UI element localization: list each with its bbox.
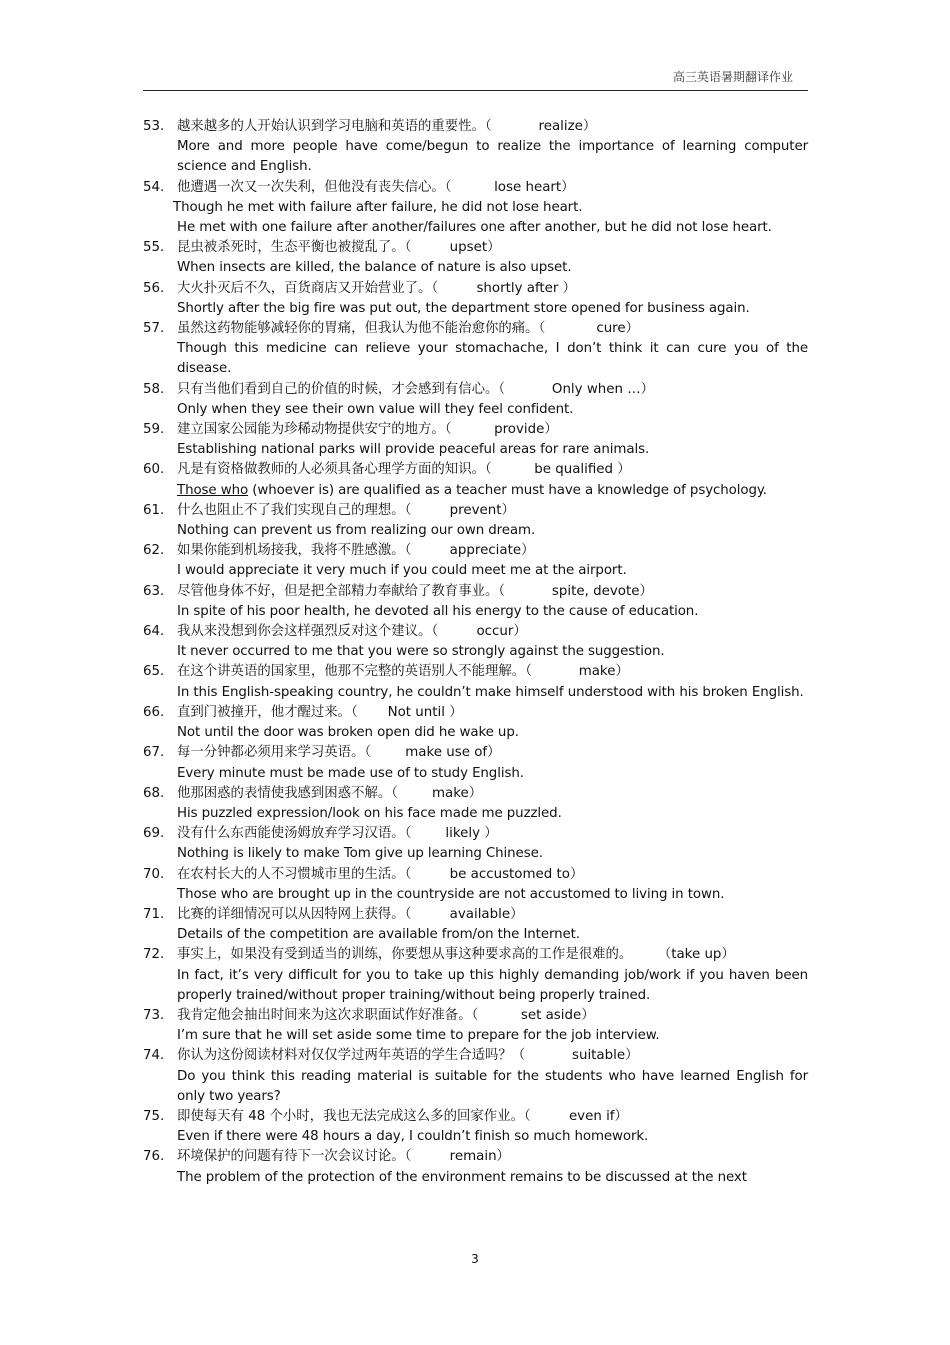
chinese-sentence-line [143,279,808,299]
english-translation: In this English-speaking country, he couldn’t make himself understood with his broken English. [177,684,804,700]
exercise-item [143,117,808,178]
chinese-sentence-line [143,1107,808,1127]
keyword-hint: set aside） [520,1007,595,1023]
chinese-sentence-line [143,1006,808,1026]
exercise-item [143,380,808,420]
chinese-sentence: 什么也阻止不了我们实现自己的理想。（ [177,502,416,518]
keyword-hint: make） [432,785,483,801]
keyword-hint: cure） [596,321,640,337]
item-number: 72. [143,947,165,963]
item-number: 69. [143,826,165,842]
hint-gap [536,662,579,682]
item-number: 57. [143,321,165,337]
english-translation: More and more people have come/begun to realize the importance of learning computer science and English. [177,139,808,175]
chinese-sentence-line [143,824,808,844]
item-number: 62. [143,543,165,559]
english-translation: His puzzled expression/look on his face made me puzzled. [177,805,562,821]
item-number: 54. [143,179,165,195]
chinese-sentence-line [143,784,808,804]
item-number: 58. [143,381,165,397]
hint-gap [632,945,658,965]
keyword-hint: shortly after ） [476,280,577,296]
keyword-hint: prevent） [449,502,515,518]
hint-gap [496,460,534,480]
item-number: 68. [143,785,165,801]
item-number: 55. [143,240,165,256]
chinese-sentence-line [143,460,808,480]
chinese-sentence: 昆虫被杀死时，生态平衡也被搅乱了。（ [177,240,416,256]
hint-gap [416,865,450,885]
english-translation: Only when they see their own value will they feel confident. [177,401,574,417]
chinese-sentence-line [143,420,808,440]
english-translation: Shortly after the big fire was put out, the department store opened for business again. [177,300,750,316]
item-number: 70. [143,866,165,882]
exercise-item [143,460,808,500]
exercise-item [143,178,808,239]
hint-gap [442,622,476,642]
exercise-item [143,420,808,460]
item-number: 67. [143,745,165,761]
keyword-hint: even if） [568,1108,628,1124]
exercise-list [143,117,808,1188]
keyword-hint: spite, devote） [551,583,653,599]
chinese-sentence-line [143,743,808,763]
hint-gap [535,1107,569,1127]
item-number: 60. [143,462,165,478]
chinese-sentence-line [143,178,808,198]
chinese-sentence: 比赛的详细情况可以从因特网上获得。（ [177,906,416,922]
item-number: 56. [143,280,165,296]
exercise-item [143,824,808,864]
chinese-sentence-line [143,1046,808,1066]
english-translation: I’m sure that he will set aside some time to prepare for the job interview. [177,1028,660,1044]
english-translation: Nothing is likely to make Tom give up learning Chinese. [177,846,543,862]
chinese-sentence: 越来越多的人开始认识到学习电脑和英语的重要性。（ [177,119,496,134]
keyword-hint: occur） [476,624,527,640]
english-translation [143,481,808,501]
keyword-hint: likely ） [445,826,498,842]
header-title: 高三英语暑期翻译作业 [672,70,793,84]
english-translation: Details of the competition are available from/on the Internet. [177,927,580,943]
exercise-item [143,501,808,541]
keyword-hint: be qualified ） [534,462,631,478]
english-translation: Every minute must be made use of to study English. [177,765,524,781]
english-translation: Not until the door was broken open did he wake up. [177,725,519,741]
keyword-hint: （take up） [657,947,735,963]
chinese-sentence-line [143,945,808,965]
page-header [143,66,808,91]
underlined-phrase: Those who [177,482,249,498]
item-number: 53. [143,119,165,134]
chinese-sentence: 虽然这药物能够减轻你的胃痛，但我认为他不能治愈你的痛。（ [177,321,550,337]
exercise-item [143,784,808,824]
keyword-hint: realize） [538,119,597,134]
exercise-item [143,743,808,783]
chinese-sentence-line [143,582,808,602]
english-translation: Those who are brought up in the countryside are not accustomed to living in town. [177,886,725,902]
exercise-item [143,319,808,380]
exercise-item [143,1147,808,1187]
keyword-hint: suitable） [572,1048,639,1064]
hint-gap [442,279,476,299]
english-translation: Do you think this reading material is suitable for the students who have learned English for only two years? [177,1068,808,1104]
exercise-item [143,1046,808,1107]
chinese-sentence: 你认为这份阅读材料对仅仅学过两年英语的学生合适吗？（ [177,1048,530,1064]
item-number: 71. [143,906,165,922]
chinese-sentence: 尽管他身体不好，但是把全部精力奉献给了教育事业。（ [177,583,510,599]
chinese-sentence: 我肯定他会抽出时间来为这次求职面试作好准备。（ [177,1007,483,1023]
chinese-sentence: 即使每天有 48 个小时，我也无法完成这么多的回家作业。（ [177,1108,535,1124]
hint-gap [456,178,494,198]
chinese-sentence-line [143,380,808,400]
item-number: 64. [143,624,165,640]
english-translation: Establishing national parks will provide peaceful areas for rare animals. [177,442,650,458]
keyword-hint: provide） [494,422,558,438]
chinese-sentence: 如果你能到机场接我，我将不胜感激。（ [177,543,416,559]
chinese-sentence-line [143,662,808,682]
item-number: 75. [143,1108,165,1124]
english-translation: In spite of his poor health, he devoted all his energy to the cause of education. [177,603,699,619]
exercise-item [143,238,808,278]
keyword-hint: Only when …） [551,381,655,397]
english-translation: When insects are killed, the balance of nature is also upset. [177,260,572,276]
chinese-sentence-line [143,905,808,925]
hint-gap [456,420,494,440]
chinese-sentence-line [143,117,808,137]
exercise-item [143,582,808,622]
keyword-hint: make use of） [405,745,501,761]
chinese-sentence: 每一分钟都必须用来学习英语。（ [177,745,376,761]
exercise-item [143,662,808,702]
keyword-hint: Not until ） [387,704,463,720]
hint-gap [509,380,552,400]
chinese-sentence-line [143,501,808,521]
translation-text: (whoever is) are qualified as a teacher must have a knowledge of psychology. [248,482,767,498]
chinese-sentence: 我从来没想到你会这样强烈反对这个建议。（ [177,624,443,640]
keyword-hint: upset） [449,240,501,256]
chinese-sentence: 事实上，如果没有受到适当的训练，你要想从事这种要求高的工作是很难的。 [177,947,633,963]
item-number: 59. [143,422,165,438]
english-translation: Even if there were 48 hours a day, I couldn’t finish so much homework. [177,1129,649,1145]
exercise-item [143,1107,808,1147]
item-number: 73. [143,1007,165,1023]
exercise-item [143,703,808,743]
chinese-sentence: 直到门被撞开，他才醒过来。（ [177,704,363,720]
chinese-sentence: 环境保护的问题有待下一次会议讨论。（ [177,1149,416,1165]
chinese-sentence-line [143,319,808,339]
chinese-sentence-line [143,541,808,561]
keyword-hint: make） [578,664,629,680]
item-number: 65. [143,664,165,680]
hint-gap [416,238,450,258]
english-translation: Nothing can prevent us from realizing our own dream. [177,523,536,539]
keyword-hint: available） [449,906,524,922]
exercise-item [143,279,808,319]
keyword-hint: remain） [449,1149,510,1165]
english-translation-alt: Though he met with failure after failure, he did not lose heart. [173,199,583,215]
chinese-sentence-line [143,703,808,723]
chinese-sentence: 他那困惑的表情使我感到困惑不解。（ [177,785,403,801]
item-number: 76. [143,1149,165,1165]
chinese-sentence-line [143,865,808,885]
exercise-item [143,1006,808,1046]
exercise-item [143,865,808,905]
chinese-sentence: 在这个讲英语的国家里，他那不完整的英语别人不能理解。（ [177,664,537,680]
chinese-sentence-line [143,622,808,642]
exercise-item [143,905,808,945]
hint-gap [416,501,450,521]
english-translation: Though this medicine can relieve your stomachache, I don’t think it can cure you of the disease. [177,341,808,377]
chinese-sentence: 凡是有资格做教师的人必须具备心理学方面的知识。（ [177,462,496,478]
page-number: 3 [471,1252,479,1266]
exercise-item [143,945,808,1006]
hint-gap [483,1006,521,1026]
item-number: 66. [143,704,165,720]
hint-gap [416,824,446,844]
exercise-item [143,541,808,581]
chinese-sentence: 只有当他们看到自己的价值的时候，才会感到有信心。（ [177,381,510,397]
hint-gap [529,1046,572,1066]
english-translation: In fact, it’s very difficult for you to take up this highly demanding job/work if you haven been properly trained/without proper training/without being properly trained. [177,967,808,1003]
hint-gap [416,541,450,561]
item-number: 61. [143,502,165,518]
chinese-sentence-line [143,1147,808,1167]
chinese-sentence: 没有什么东西能使汤姆放弃学习汉语。（ [177,826,416,842]
english-translation: It never occurred to me that you were so strongly against the suggestion. [177,644,665,660]
hint-gap [416,905,450,925]
hint-gap [550,319,597,339]
hint-gap [509,582,552,602]
item-number: 63. [143,583,165,599]
chinese-sentence: 大火扑灭后不久，百货商店又开始营业了。（ [177,280,443,296]
chinese-sentence: 在农村长大的人不习惯城市里的生活。（ [177,866,416,882]
hint-gap [375,743,405,763]
english-translation: The problem of the protection of the environment remains to be discussed at the next [177,1169,747,1185]
english-translation: I would appreciate it very much if you could meet me at the airport. [177,563,627,579]
keyword-hint: appreciate） [449,543,535,559]
hint-gap [402,784,432,804]
chinese-sentence: 他遭遇一次又一次失利，但他没有丧失信心。（ [177,179,456,195]
chinese-sentence-line [143,238,808,258]
keyword-hint: lose heart） [494,179,575,195]
hint-gap [362,703,388,723]
keyword-hint: be accustomed to） [449,866,584,882]
hint-gap [496,117,539,137]
hint-gap [416,1147,450,1167]
chinese-sentence: 建立国家公园能为珍稀动物提供安宁的地方。（ [177,422,456,438]
english-translation: He met with one failure after another/failures one after another, but he did not lose heart. [177,220,772,236]
item-number: 74. [143,1048,165,1064]
exercise-item [143,622,808,662]
